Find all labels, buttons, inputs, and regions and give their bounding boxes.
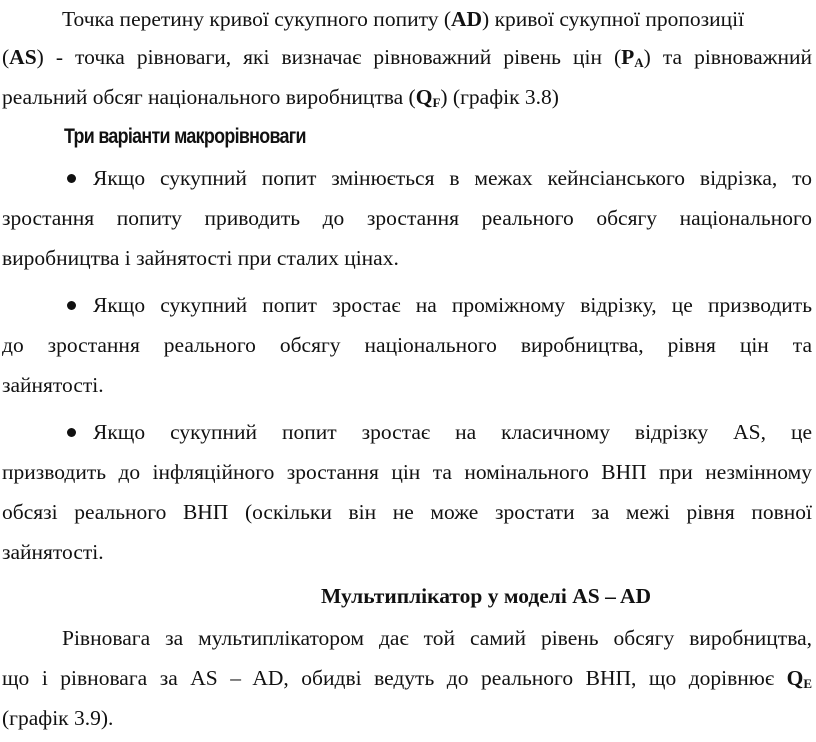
para1-text: ) - точка рівноваги, які визначає рівноважний рівень цін (	[36, 45, 622, 69]
bullet3-line2	[2, 452, 812, 492]
bullet3-text: призводить до інфляційного зростання цін та номінального ВНП при незмінному	[2, 460, 812, 484]
bullet3-line1	[0, 412, 812, 452]
section-heading: Три варіанти макрорівноваги	[64, 125, 306, 148]
para1-line1	[62, 0, 812, 39]
multiplier-heading: Мультиплікатор у моделі AS – AD	[320, 584, 652, 608]
bullet2-text: до зростання реального обсягу національного виробництва, рівня цін та	[2, 333, 812, 357]
para2-text: Рівновага за мультиплікатором дає той самий рівень обсягу виробництва,	[62, 626, 812, 650]
para1-text: (	[2, 45, 10, 69]
para1-text: Точка перетину кривої сукупного попиту (	[62, 7, 451, 31]
para2-line3	[2, 698, 812, 738]
bullet-dot	[67, 428, 76, 437]
bullet3-text: обсязі реального ВНП (оскільки він не може зростати за межі рівня повної	[2, 500, 812, 524]
bullet3-text: Якщо сукупний попит зростає на класичному відрізку AS, це	[93, 420, 812, 444]
bullet2-line3	[2, 365, 812, 405]
bullet2-text: Якщо сукупний попит зростає на проміжному відрізку, це призводить	[93, 293, 812, 317]
bullet3-text: зайнятості.	[2, 540, 104, 564]
para1-text: ) (графік 3.8)	[440, 85, 559, 109]
para2-text: що і рівновага за AS – AD, обидві ведуть до реального ВНП, що дорівнює	[2, 666, 787, 690]
bullet1-line3	[2, 238, 812, 278]
bullet3-line4	[2, 532, 812, 572]
para1-line2	[2, 37, 812, 77]
bullet1-text: виробництва і зайнятості при сталих цінах.	[2, 246, 399, 270]
ad-label: AD	[450, 7, 483, 31]
bullet1-line1	[0, 158, 812, 198]
bullet3-line3	[2, 492, 812, 532]
bullet1-line2	[2, 198, 812, 238]
bullet2-line1	[0, 285, 812, 325]
quantity-symbol: $Q_F$	[415, 85, 441, 110]
as-label: AS	[9, 45, 37, 69]
bullet1-text: зростання попиту приводить до зростання реального обсягу національного	[2, 206, 812, 230]
para1-text: ) та рівноважний	[643, 45, 813, 69]
bullet2-line2	[2, 325, 812, 365]
price-symbol: $P_A$	[621, 45, 644, 70]
bullet-dot	[67, 301, 76, 310]
para1-text: реальний обсяг національного виробництва (	[2, 85, 416, 109]
equilibrium-output-symbol: $Q_E$	[786, 666, 812, 691]
para2-text: (графік 3.9).	[2, 706, 114, 730]
bullet2-text: зайнятості.	[2, 373, 104, 397]
para1-line3	[2, 77, 812, 117]
para1-text: ) кривої сукупної пропозиції	[482, 7, 745, 31]
bullet-dot	[67, 174, 76, 183]
bullet1-text: Якщо сукупний попит змінюється в межах кейнсіанського відрізка, то	[93, 166, 812, 190]
para2-line1	[62, 618, 812, 658]
para2-line2	[2, 658, 812, 698]
